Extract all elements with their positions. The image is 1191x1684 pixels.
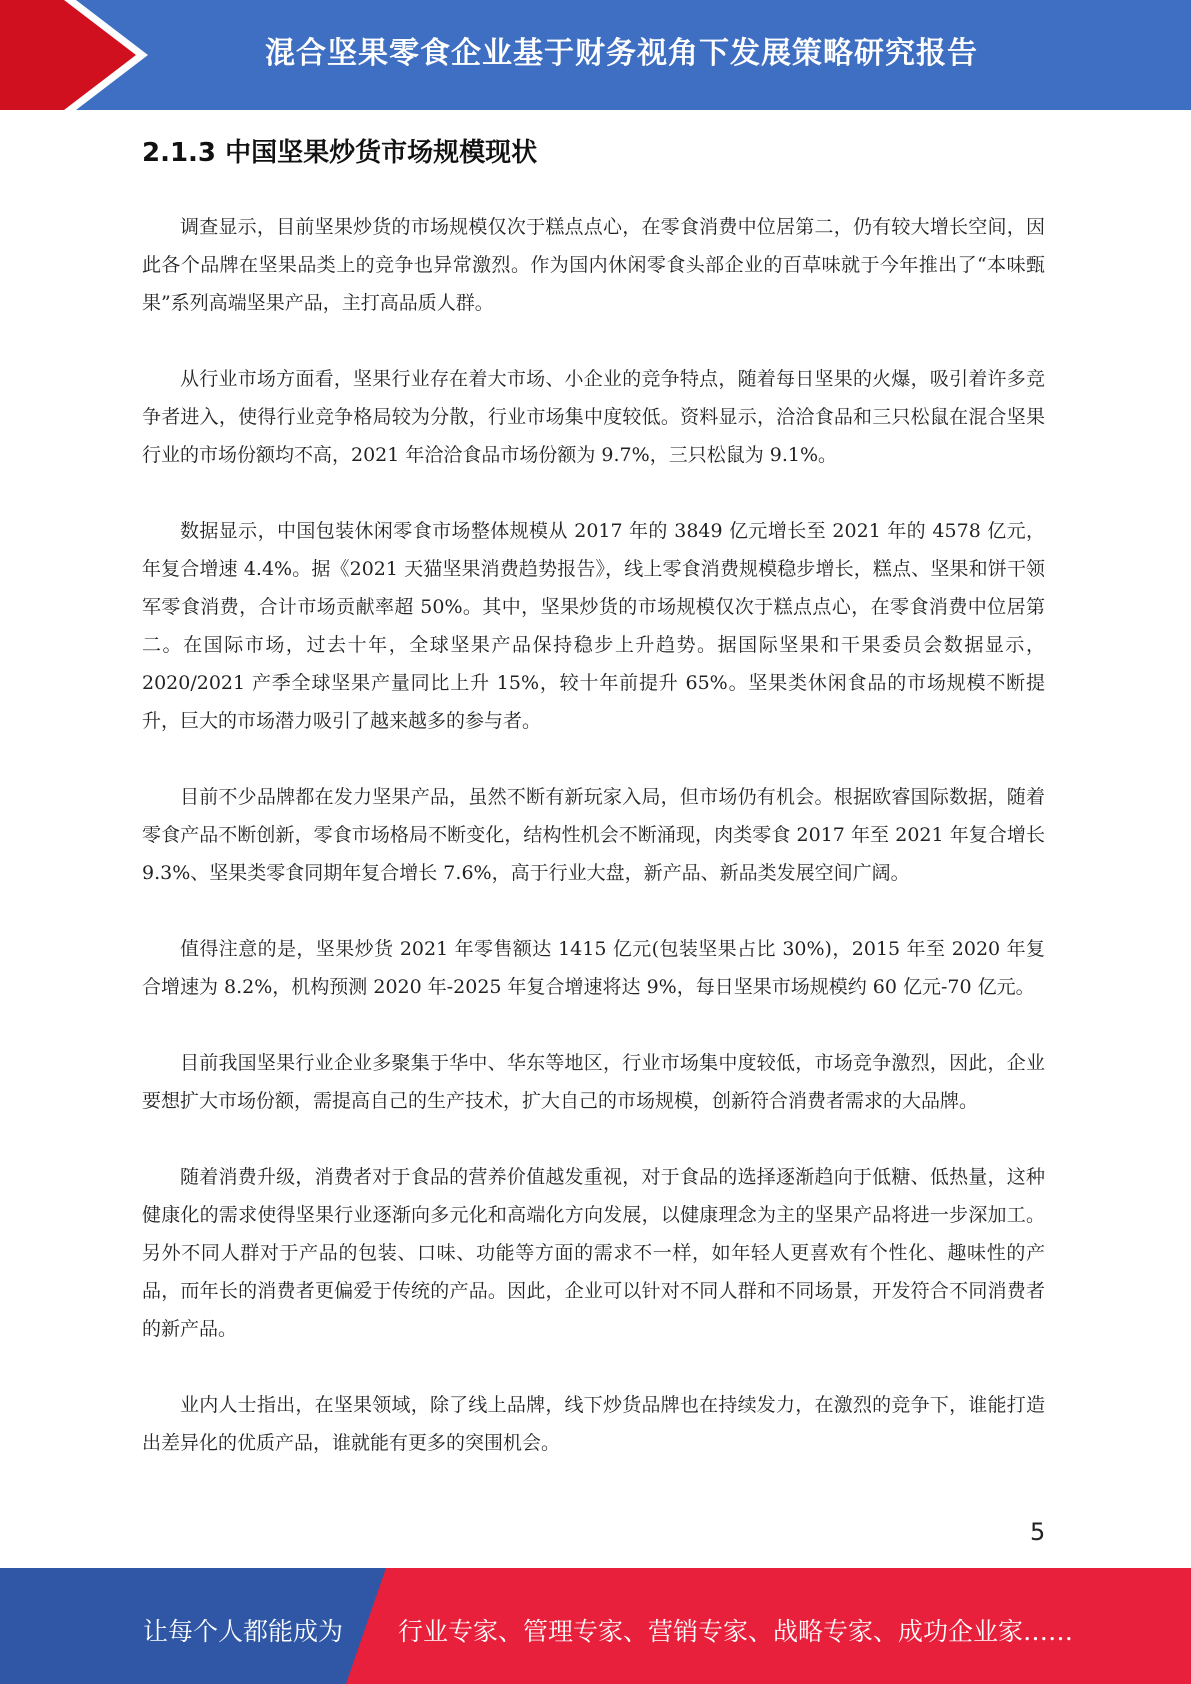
paragraph: 随着消费升级，消费者对于食品的营养价值越发重视，对于食品的选择逐渐趋向于低糖、低热量，这种健康化的需求使得坚果行业逐渐向多元化和高端化方向发展，以健康理念为主的坚果产品将进一步深加工。另外不同人群对于产品的包装、口味、功能等方面的需求不一样，如年轻人更喜欢有个性化、趣味性的产品，而年长的消费者更偏爱于传统的产品。因此，企业可以针对不同人群和不同场景，开发符合不同消费者的新产品。 xyxy=(142,1166,1045,1340)
paragraph: 业内人士指出，在坚果领域，除了线上品牌，线下炒货品牌也在持续发力，在激烈的竞争下，谁能打造出差异化的优质产品，谁就能有更多的突围机会。 xyxy=(142,1394,1045,1454)
footer-slogan-right: 行业专家、管理专家、营销专家、战略专家、成功企业家…… xyxy=(398,1617,1074,1646)
page-footer xyxy=(0,1568,1191,1684)
paragraph: 值得注意的是，坚果炒货 2021 年零售额达 1415 亿元(包装坚果占比 30%)，2015 年至 2020 年复合增速为 8.2%，机构预测 2020 年-2025 年复合增速将达 9%，每日坚果市场规模约 60 亿元-70 亿元。 xyxy=(142,938,1045,998)
page-number: 5 xyxy=(1030,1518,1046,1546)
footer-slogan-left: 让每个人都能成为 xyxy=(143,1617,344,1646)
paragraph: 目前不少品牌都在发力坚果产品，虽然不断有新玩家入局，但市场仍有机会。根据欧睿国际数据，随着零食产品不断创新，零食市场格局不断变化，结构性机会不断涌现，肉类零食 2017 年至 2021 年复合增长 9.3%、坚果类零食同期年复合增长 7.6%，高于行业大盘，新产品、新品类发展空间广阔。 xyxy=(142,786,1045,884)
paragraph: 目前我国坚果行业企业多聚集于华中、华东等地区，行业市场集中度较低，市场竞争激烈，因此，企业要想扩大市场份额，需提高自己的生产技术，扩大自己的市场规模，创新符合消费者需求的大品牌。 xyxy=(142,1052,1045,1112)
paragraph: 从行业市场方面看，坚果行业存在着大市场、小企业的竞争特点，随着每日坚果的火爆，吸引着许多竞争者进入，使得行业竞争格局较为分散，行业市场集中度较低。资料显示，洽洽食品和三只松鼠在混合坚果行业的市场份额均不高，2021 年洽洽食品市场份额为 9.7%，三只松鼠为 9.1%。 xyxy=(142,368,1045,466)
body-content xyxy=(142,208,1045,1500)
page-header xyxy=(0,0,1191,110)
paragraph: 调查显示，目前坚果炒货的市场规模仅次于糕点点心，在零食消费中位居第二，仍有较大增长空间，因此各个品牌在坚果品类上的竞争也异常激烈。作为国内休闲零食头部企业的百草味就于今年推出了“本味甄果”系列高端坚果产品，主打高品质人群。 xyxy=(142,216,1045,314)
paragraph: 数据显示，中国包装休闲零食市场整体规模从 2017 年的 3849 亿元增长至 2021 年的 4578 亿元，年复合增速 4.4%。据《2021 天猫坚果消费趋势报告》，线上零食消费规模稳步增长，糕点、坚果和饼干领军零食消费，合计市场贡献率超 50%。其中，坚果炒货的市场规模仅次于糕点点心，在零食消费中位居第二。在国际市场，过去十年，全球坚果产品保持稳步上升趋势。据国际坚果和干果委员会数据显示，2020/2021 产季全球坚果产量同比上升 15%，较十年前提升 65%。坚果类休闲食品的市场规模不断提升，巨大的市场潜力吸引了越来越多的参与者。 xyxy=(142,520,1045,732)
section-heading: 2.1.3 中国坚果炒货市场规模现状 xyxy=(142,138,538,168)
header-title: 混合坚果零食企业基于财务视角下发展策略研究报告 xyxy=(265,36,978,71)
